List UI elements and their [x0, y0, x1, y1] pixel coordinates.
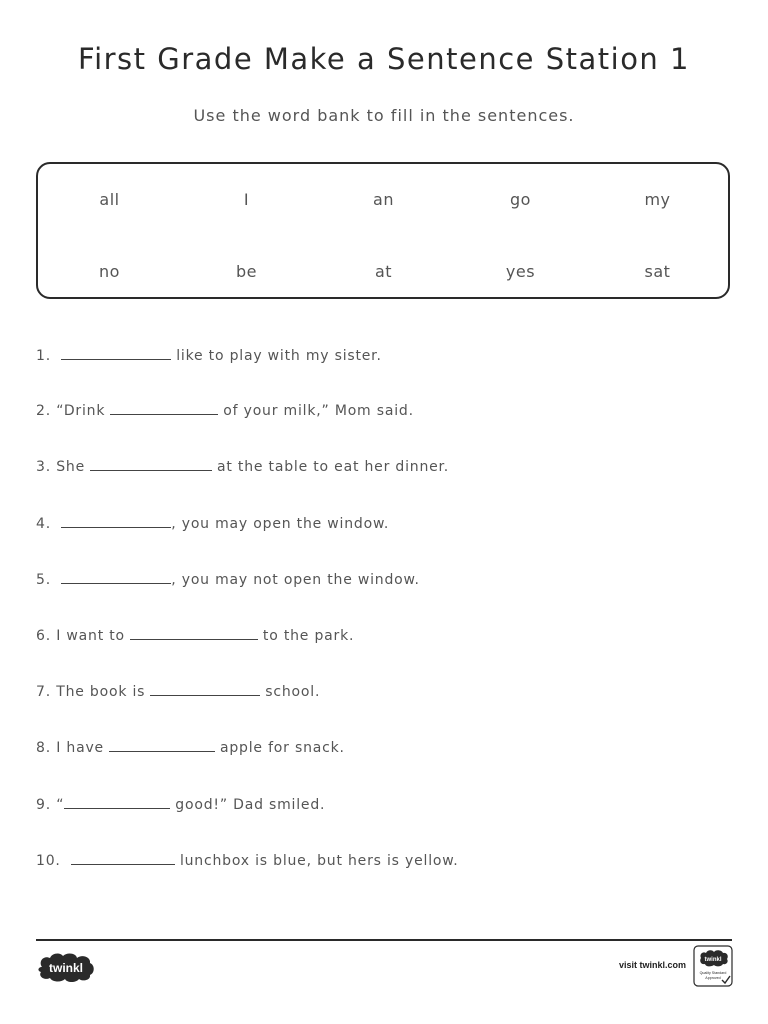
sentence-item — [36, 681, 320, 700]
sentence-number: 7. — [36, 684, 51, 700]
sentence-text-after: like to play with my sister. — [176, 348, 382, 364]
word-bank-word: sat — [644, 262, 671, 281]
sentence-number: 3. — [36, 459, 51, 475]
sentence-text-before: The book is — [56, 684, 146, 700]
sentence-text-after: of your milk,” Mom said. — [223, 403, 414, 419]
sentence-item — [36, 400, 414, 419]
sentence-item — [36, 625, 354, 644]
answer-blank[interactable] — [130, 625, 258, 640]
sentence-item — [36, 569, 420, 588]
word-bank-word: all — [99, 190, 120, 209]
sentence-item — [36, 737, 345, 756]
sentence-number: 2. — [36, 403, 51, 419]
sentence-text-before: “Drink — [56, 403, 106, 419]
page-subtitle: Use the word bank to fill in the sentences. — [193, 106, 575, 125]
sentence-text-before: She — [56, 459, 86, 475]
page-title: First Grade Make a Sentence Station 1 — [78, 42, 690, 76]
sentence-text-after: , you may open the window. — [171, 516, 390, 532]
sentence-item — [36, 794, 325, 813]
sentence-number: 1. — [36, 348, 51, 364]
word-bank — [36, 162, 730, 299]
word-bank-word: at — [374, 262, 393, 281]
badge-line-2: Approved — [705, 976, 721, 980]
word-bank-word: be — [236, 262, 257, 281]
badge-line-1: Quality Standard — [699, 971, 727, 975]
answer-blank[interactable] — [71, 850, 175, 865]
word-bank-word: an — [373, 190, 394, 209]
answer-blank[interactable] — [90, 456, 212, 471]
sentence-number: 5. — [36, 572, 51, 588]
sentence-text-after: to the park. — [262, 628, 355, 644]
answer-blank[interactable] — [109, 737, 215, 752]
sentence-number: 8. — [36, 740, 51, 756]
word-bank-word: I — [243, 190, 250, 209]
sentence-item — [36, 345, 382, 364]
sentence-number: 10. — [36, 853, 61, 869]
answer-blank[interactable] — [61, 569, 171, 584]
answer-blank[interactable] — [150, 681, 260, 696]
sentence-text-after: good!” Dad smiled. — [175, 797, 326, 813]
sentence-text-before: I have — [56, 740, 104, 756]
answer-blank[interactable] — [61, 513, 171, 528]
word-bank-word: my — [644, 190, 671, 209]
sentence-item — [36, 850, 458, 869]
word-bank-row-2 — [38, 262, 728, 281]
twinkl-logo-icon[interactable] — [36, 951, 96, 983]
sentence-text-after: , you may not open the window. — [171, 572, 420, 588]
sentence-item — [36, 456, 449, 475]
quality-badge-icon — [693, 945, 733, 987]
word-bank-row-1 — [38, 190, 728, 209]
visit-link[interactable]: visit twinkl.com — [618, 960, 686, 970]
sentence-text-after: at the table to eat her dinner. — [217, 459, 450, 475]
sentence-text-before: I want to — [56, 628, 125, 644]
sentence-number: 6. — [36, 628, 51, 644]
answer-blank[interactable] — [110, 400, 218, 415]
sentence-number: 9. — [36, 797, 51, 813]
sentence-text-after: lunchbox is blue, but hers is yellow. — [179, 853, 459, 869]
footer-divider — [36, 939, 732, 941]
word-bank-word: no — [99, 262, 120, 281]
sentence-item — [36, 513, 389, 532]
answer-blank[interactable] — [64, 794, 170, 809]
word-bank-word: go — [510, 190, 531, 209]
sentence-text-after: school. — [265, 684, 321, 700]
answer-blank[interactable] — [61, 345, 171, 360]
badge-brand: twinkl — [704, 957, 722, 963]
word-bank-word: yes — [505, 262, 536, 281]
logo-text: twinkl — [48, 961, 84, 975]
sentence-number: 4. — [36, 516, 51, 532]
sentence-text-after: apple for snack. — [219, 740, 345, 756]
sentence-text-before: “ — [56, 797, 65, 813]
